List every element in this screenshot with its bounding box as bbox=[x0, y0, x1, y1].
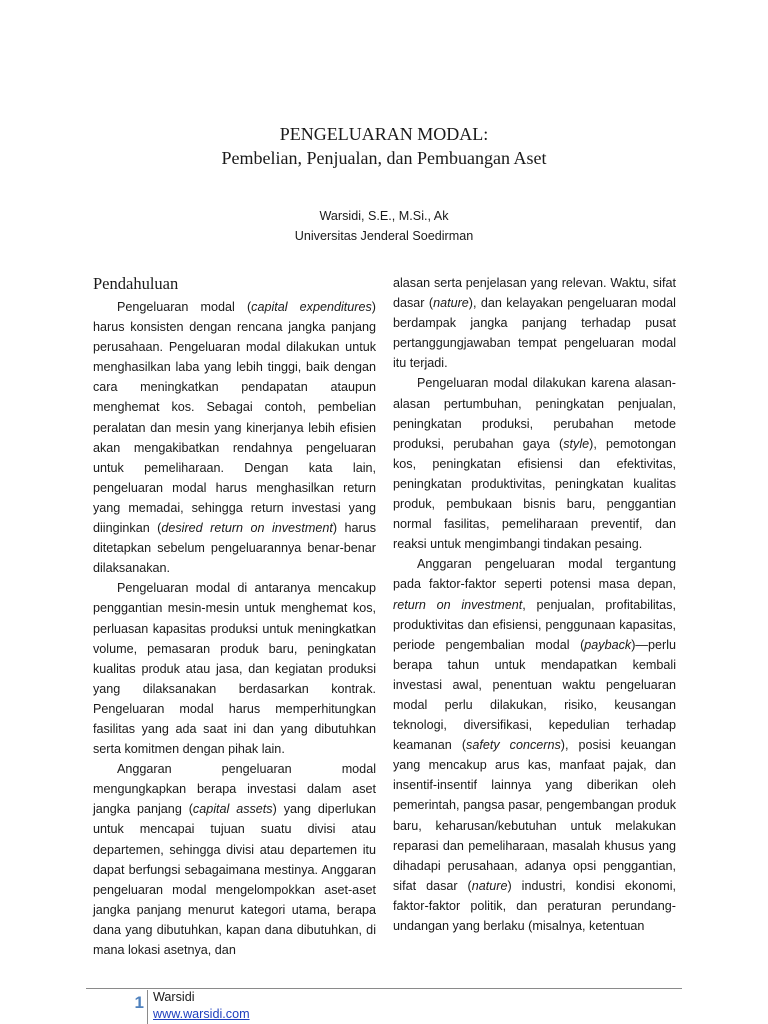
emphasis-text: nature bbox=[471, 878, 508, 893]
text-run: ) harus konsisten dengan rencana jangka panjang perusahaan. Pengeluaran modal dilakukan untuk menghasilkan laba yang lebih tinggi, baik dengan cara meningkatkan pendapatan ataupun menghemat kos. Sebagai contoh, pembelian peralatan dan mesin yang kinerjanya lebih efisien akan mengakibatkan rendahnya pengeluaran untuk pemeliharaan. Dengan kata lain, pengeluaran modal harus menghasilkan return yang memadai, sehingga return investasi yang diinginkan ( bbox=[93, 300, 376, 536]
right-column bbox=[393, 273, 676, 936]
paragraph: Pengeluaran modal di antaranya mencakup penggantian mesin-mesin untuk menghemat kos, perluasan kapasitas produksi untuk meningkatkan volume, pemasaran produk baru, peningkatan kualitas produk atau jasa, dan kegiatan produksi yang dilaksanakan berdasarkan kontrak. Pengeluaran modal harus memperhitungkan fasilitas yang ada saat ini dan yang dibutuhkan serta komitmen dengan pihak lain. bbox=[93, 581, 376, 757]
emphasis-text: payback bbox=[584, 637, 632, 652]
text-run: Anggaran pengeluaran modal mengungkapkan berapa investasi dalam aset jangka panjang ( bbox=[93, 762, 376, 817]
emphasis-text: style bbox=[563, 436, 590, 451]
document-title bbox=[0, 122, 768, 170]
footer-website-link[interactable]: www.warsidi.com bbox=[153, 1007, 250, 1021]
emphasis-text: desired return on investment bbox=[161, 521, 333, 536]
text-run: )—perlu berapa tahun untuk mendapatkan kembali investasi awal, penentuan waktu pengeluaran modal perlu dilakukan, risiko, keusangan teknologi, diversifikasi, kepedulian terhadap keamanan ( bbox=[393, 637, 676, 753]
text-run: , penjualan, profitabilitas, produktivitas dan efisiensi, penggunaan kapasitas, periode pengembalian modal ( bbox=[393, 597, 676, 652]
left-column bbox=[93, 272, 376, 960]
text-run: alasan serta penjelasan yang relevan. Waktu, sifat dasar ( bbox=[393, 276, 676, 311]
paragraph bbox=[393, 554, 676, 936]
title-line-2: Pembelian, Penjualan, dan Pembuangan Aset bbox=[221, 148, 547, 168]
text-run: Pengeluaran modal ( bbox=[117, 300, 252, 314]
section-heading: Pendahuluan bbox=[93, 274, 179, 293]
emphasis-text: capital expenditures bbox=[251, 300, 372, 314]
text-run: ), posisi keuangan yang mencakup arus kas, manfaat pajak, dan insentif-insentif lainnya yang diberikan oleh pemerintah, pangsa pasar, pengembangan produk baru, keharusan/kebutuhan untuk melakukan reparasi dan pemeliharaan, masalah khusus yang dihadapi perusahaan, adanya opsi penggantian, sifat dasar ( bbox=[393, 738, 676, 893]
title-line-1: PENGELUARAN MODAL: bbox=[279, 124, 489, 144]
text-run: ) industri, kondisi ekonomi, faktor-faktor politik, dan peraturan perundang-undangan yang berlaku (misalnya, ketentuan bbox=[393, 878, 676, 933]
emphasis-text: nature bbox=[433, 296, 469, 311]
page-number: 1 bbox=[134, 993, 144, 1012]
author-name: Warsidi, S.E., M.Si., Ak bbox=[319, 209, 449, 223]
paragraph bbox=[93, 759, 376, 960]
footer-author: Warsidi bbox=[153, 990, 195, 1004]
text-run: Pengeluaran modal dilakukan karena alasan-alasan pertumbuhan, peningkatan penjualan, peningkatan produksi, perubahan metode produksi, perubahan gaya ( bbox=[393, 376, 676, 451]
emphasis-text: safety concerns bbox=[466, 738, 561, 753]
emphasis-text: capital assets bbox=[192, 802, 273, 817]
paragraph bbox=[93, 297, 376, 578]
paragraph bbox=[393, 373, 676, 554]
author-affiliation: Universitas Jenderal Soedirman bbox=[294, 229, 474, 243]
footer-vertical-divider bbox=[147, 990, 148, 1024]
text-run: ) yang diperlukan untuk mencapai tujuan suatu divisi atau departemen, sehingga divisi atau departemen itu dapat berfungsi sebagaimana mestinya. Anggaran pengeluaran modal mengelompokkan aset-aset jangka panjang menurut kategori utama, berapa dana yang dibutuhkan, kapan dana dibutuhkan, di mana lokasi asetnya, dan bbox=[93, 802, 376, 957]
text-run: Anggaran pengeluaran modal tergantung pada faktor-faktor seperti potensi masa depan, bbox=[393, 557, 676, 592]
text-run: ), pemotongan kos, peningkatan efisiensi dan efektivitas, peningkatan produktivitas, peningkatan kualitas produk, pembukaan bisnis baru, penggantian normal fasilitas, pemeliharaan preventif, dan reaksi untuk mengimbangi tindakan pesaing. bbox=[393, 436, 677, 552]
author-block bbox=[0, 206, 768, 246]
text-run: ) harus ditetapkan sebelum pengeluarannya benar-benar dilaksanakan. bbox=[93, 521, 376, 576]
emphasis-text: return on investment bbox=[393, 597, 523, 612]
text-run: ), dan kelayakan pengeluaran modal berdampak jangka panjang terhadap pusat pertanggungjawaban tempat pengeluaran modal itu terjadi. bbox=[393, 296, 676, 371]
paragraph bbox=[393, 273, 676, 373]
